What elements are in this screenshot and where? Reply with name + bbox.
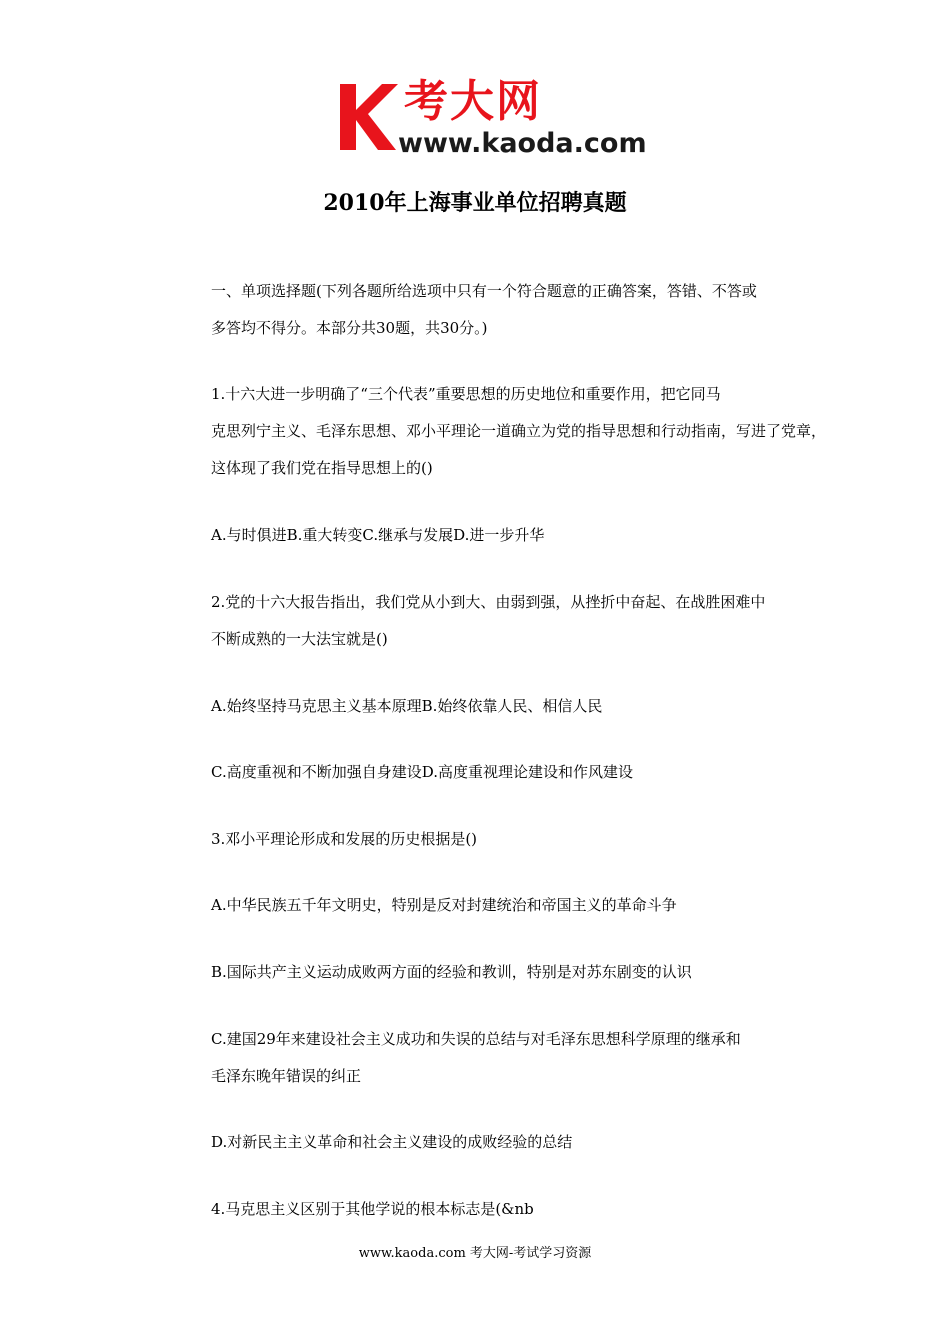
section-heading-line: 一、单项选择题(下列各题所给选项中只有一个符合题意的正确答案，答错、不答或 — [211, 282, 757, 300]
question-2-options-ab — [145, 688, 808, 725]
question-3-stem-text: 3.邓小平理论形成和发展的历史根据是() — [211, 830, 478, 848]
k-logo-icon — [338, 82, 400, 152]
page-footer: www.kaoda.com 考大网-考试学习资源 — [358, 1246, 592, 1261]
question-2-options-cd-text: C.高度重视和不断加强自身建设D.高度重视理论建设和作风建设 — [211, 763, 633, 781]
question-3-option-a — [145, 887, 808, 924]
question-2-line: 2.党的十六大报告指出，我们党从小到大、由弱到强，从挫折中奋起、在战胜困难中 — [211, 593, 766, 611]
section-heading — [145, 273, 808, 347]
question-3-option-c-line: C.建国29年来建设社会主义成功和失误的总结与对毛泽东思想科学原理的继承和 — [211, 1030, 741, 1048]
question-3-option-d — [145, 1124, 808, 1161]
question-3-option-d-text: D.对新民主主义革命和社会主义建设的成败经验的总结 — [211, 1133, 573, 1151]
question-1-options-text: A.与时俱进B.重大转变C.继承与发展D.进一步升华 — [211, 526, 545, 544]
question-2-options-cd — [145, 754, 808, 791]
question-3-option-c — [145, 1021, 808, 1095]
question-3-stem — [145, 821, 808, 858]
question-3-option-b-text: B.国际共产主义运动成败两方面的经验和教训，特别是对苏东剧变的认识 — [211, 963, 692, 981]
question-3-option-c-line: 毛泽东晚年错误的纠正 — [211, 1067, 362, 1085]
section-heading-line: 多答均不得分。本部分共30题，共30分。) — [211, 319, 488, 337]
question-2-options-ab-text: A.始终坚持马克思主义基本原理B.始终依靠人民、相信人民 — [211, 697, 603, 715]
question-1-line: 1.十六大进一步明确了“三个代表”重要思想的历史地位和重要作用，把它同马 — [211, 385, 721, 403]
question-3-option-b — [145, 954, 808, 991]
question-3-option-a-text: A.中华民族五千年文明史，特别是反对封建统治和帝国主义的革命斗争 — [211, 896, 677, 914]
question-2-line: 不断成熟的一大法宝就是() — [211, 630, 388, 648]
logo-url: www.kaoda.com — [398, 128, 647, 159]
question-1-line: 克思列宁主义、毛泽东思想、邓小平理论一道确立为党的指导思想和行动指南，写进了党章， — [211, 422, 827, 440]
kaoda-logo — [338, 78, 658, 162]
document-title: 2010年上海事业单位招聘真题 — [323, 190, 627, 216]
question-1-options — [145, 517, 808, 554]
question-1-stem — [145, 376, 827, 487]
question-4-stem — [145, 1191, 808, 1228]
logo-name: 考大网 — [404, 76, 542, 127]
question-2-stem — [145, 584, 808, 658]
question-4-stem-text: 4.马克思主义区别于其他学说的根本标志是(&nb — [211, 1200, 534, 1218]
question-1-line: 这体现了我们党在指导思想上的() — [211, 459, 433, 477]
